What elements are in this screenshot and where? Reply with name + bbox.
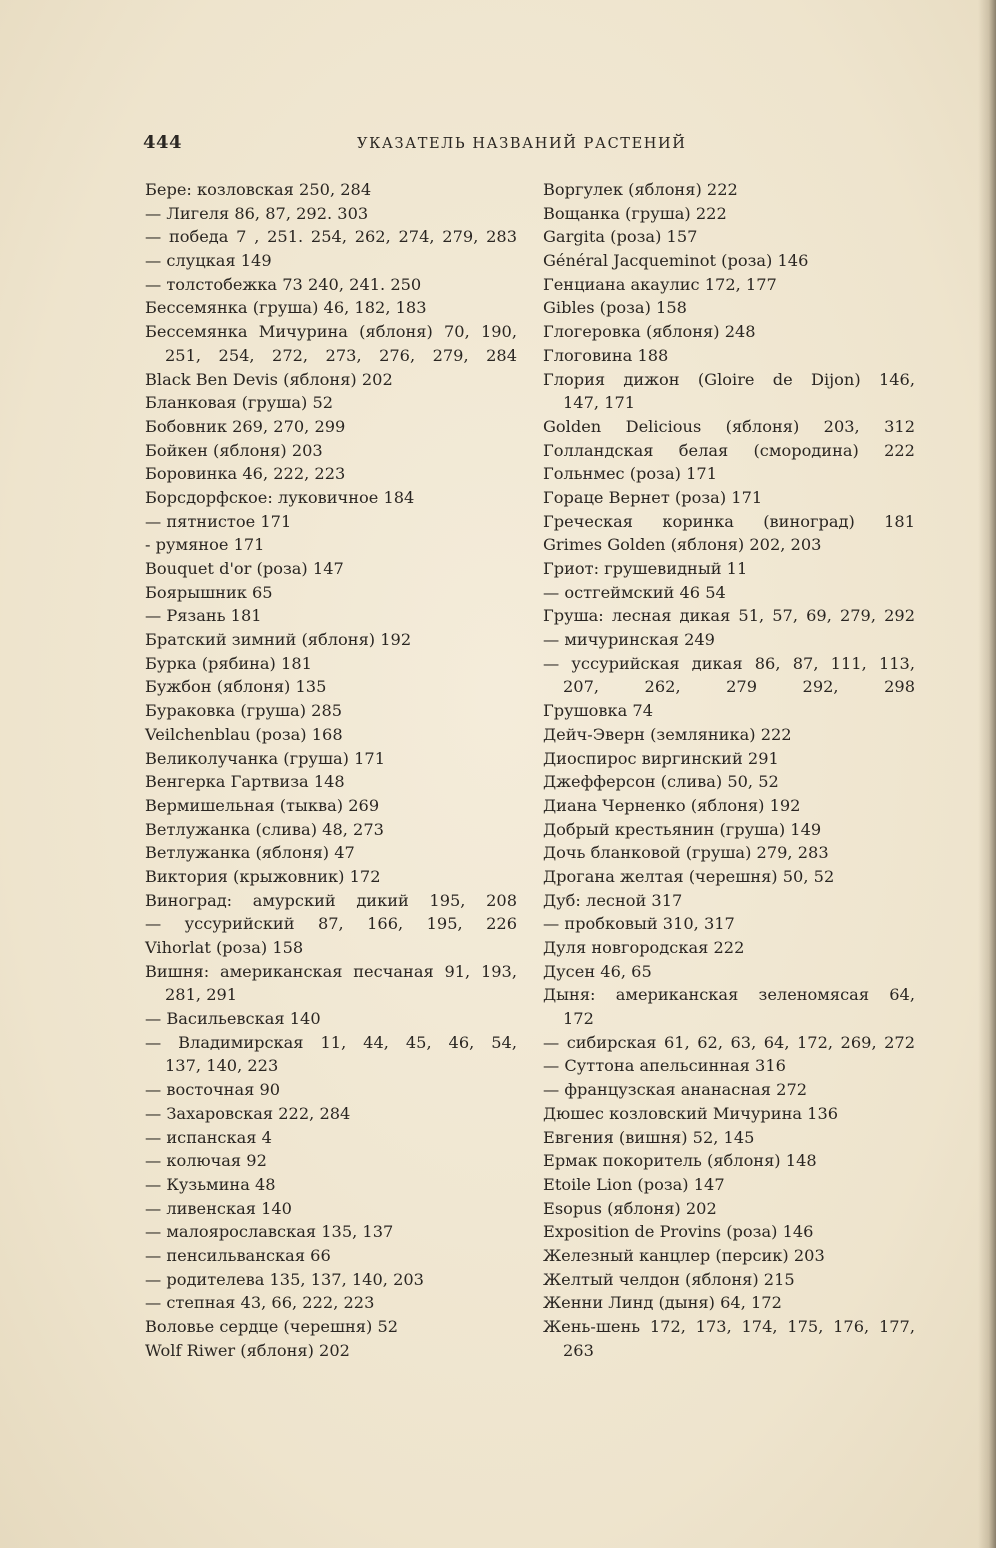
- index-entry: Gibles (роза) 158: [543, 298, 687, 318]
- index-entry: Боровинка 46, 222, 223: [145, 464, 346, 484]
- index-entry: Голландская белая (смородина) 222: [543, 440, 915, 460]
- index-entry: Бессемянка (груша) 46, 182, 183: [145, 298, 427, 318]
- index-entry: Бессемянка Мичурина (яблоня) 70, 190,: [145, 322, 517, 342]
- page-edge-shadow: [978, 0, 996, 1548]
- index-entry: Дыня: американская зеленомясая 64,: [543, 985, 915, 1005]
- index-entry: Великолучанка (груша) 171: [145, 748, 386, 768]
- index-entry: — малоярославская 135, 137: [145, 1222, 394, 1242]
- index-entry: — степная 43, 66, 222, 223: [145, 1293, 375, 1313]
- index-entry: Железный канцлер (персик) 203: [543, 1245, 825, 1265]
- index-entry: Гольнмес (роза) 171: [543, 464, 717, 484]
- index-entry: Бобовник 269, 270, 299: [145, 416, 346, 436]
- index-entry: Ермак покоритель (яблоня) 148: [543, 1151, 817, 1171]
- index-entry: Диана Черненко (яблоня) 192: [543, 795, 801, 815]
- page-number: 444: [143, 132, 183, 153]
- index-entry: Wolf Riwer (яблоня) 202: [145, 1340, 350, 1360]
- index-entry: — сибирская 61, 62, 63, 64, 172, 269, 272: [543, 1032, 915, 1052]
- index-entry: Евгения (вишня) 52, 145: [543, 1127, 755, 1147]
- index-entry: Добрый крестьянин (груша) 149: [543, 819, 822, 839]
- index-entry: Вишня: американская песчаная 91, 193,: [145, 961, 517, 981]
- index-entry: — Кузьмина 48: [145, 1174, 276, 1194]
- index-entry: Вощанка (груша) 222: [543, 203, 727, 223]
- index-entry: Диоспирос виргинский 291: [543, 748, 779, 768]
- index-entry: Esopus (яблоня) 202: [543, 1198, 717, 1218]
- index-entry: Veilchenblau (роза) 168: [145, 724, 343, 744]
- index-entry: Ветлужанка (слива) 48, 273: [145, 819, 384, 839]
- index-column-left: [145, 178, 517, 1362]
- index-entry: 281, 291: [165, 985, 238, 1005]
- index-column-right: [543, 178, 915, 1362]
- index-entry: — Лигеля 86, 87, 292. 303: [145, 203, 369, 223]
- index-entry: — пятнистое 171: [145, 511, 292, 531]
- index-entry: Vihorlat (роза) 158: [145, 938, 304, 957]
- index-entry: Бураковка (груша) 285: [145, 701, 343, 721]
- index-entry: Дуля новгородская 222: [543, 938, 745, 957]
- index-entry: 147, 171: [563, 393, 636, 413]
- index-entry: 137, 140, 223: [165, 1056, 279, 1076]
- index-entry: — мичуринская 249: [543, 630, 715, 650]
- index-entry: — испанская 4: [145, 1127, 272, 1147]
- index-entry: Бланковая (груша) 52: [145, 393, 334, 413]
- index-entry: Воргулек (яблоня) 222: [543, 180, 738, 199]
- index-entry: — французская ананасная 272: [543, 1080, 808, 1100]
- index-entry: Ветлужанка (яблоня) 47: [145, 843, 355, 863]
- index-entry: Глоговина 188: [543, 345, 669, 365]
- index-entry: — Рязань 181: [145, 606, 262, 626]
- index-entry: 172: [563, 1009, 594, 1029]
- index-entry: — восточная 90: [145, 1080, 281, 1100]
- index-entry: Black Ben Devis (яблоня) 202: [145, 369, 393, 389]
- index-entry: Exposition de Provins (роза) 146: [543, 1222, 814, 1242]
- index-entry: Венгерка Гартвиза 148: [145, 772, 345, 792]
- index-entry: 251, 254, 272, 273, 276, 279, 284: [165, 345, 517, 365]
- index-entry: — Васильевская 140: [145, 1009, 321, 1029]
- index-entry: Грушовка 74: [543, 701, 654, 721]
- index-entry: Дейч-Эверн (земляника) 222: [543, 724, 792, 744]
- index-entry: Гриот: грушевидный 11: [543, 559, 748, 578]
- index-entry: 263: [563, 1340, 594, 1360]
- index-entry: — остгеймский 46 54: [543, 582, 726, 602]
- index-entry: Гораце Вернет (роза) 171: [543, 487, 763, 507]
- index-entry: Дусен 46, 65: [543, 961, 652, 981]
- index-entry: Виноград: амурский дикий 195, 208: [145, 890, 517, 910]
- index-entry: Бужбон (яблоня) 135: [145, 677, 327, 697]
- index-entry: — ливенская 140: [145, 1198, 292, 1218]
- index-entry: Grimes Golden (яблоня) 202, 203: [543, 535, 822, 555]
- index-entry: Братский зимний (яблоня) 192: [145, 630, 412, 650]
- index-entry: Груша: лесная дикая 51, 57, 69, 279, 292: [543, 606, 915, 626]
- index-entry: Дочь бланковой (груша) 279, 283: [543, 843, 829, 863]
- running-title: УКАЗАТЕЛЬ НАЗВАНИЙ РАСТЕНИЙ: [357, 136, 687, 152]
- index-entry: Бере: козловская 250, 284: [145, 180, 372, 199]
- index-entry: Golden Delicious (яблоня) 203, 312: [543, 416, 915, 436]
- index-entry: Желтый челдон (яблоня) 215: [543, 1269, 795, 1289]
- index-entry: — Суттона апельсинная 316: [543, 1056, 786, 1076]
- index-entry: Жень-шень 172, 173, 174, 175, 176, 177,: [543, 1317, 915, 1336]
- index-entry: Вермишельная (тыква) 269: [145, 795, 380, 815]
- index-entry: Gargita (роза) 157: [543, 227, 698, 247]
- index-entry: Воловье сердце (черешня) 52: [145, 1317, 399, 1336]
- index-entry: Глогеровка (яблоня) 248: [543, 322, 756, 342]
- index-entry: — пробковый 310, 317: [543, 914, 735, 934]
- index-entry: — уссурийская дикая 86, 87, 111, 113,: [543, 653, 915, 673]
- index-entry: Боярышник 65: [145, 582, 273, 602]
- index-entry: Генциана акаулис 172, 177: [543, 274, 777, 294]
- index-entry: Général Jacqueminot (роза) 146: [543, 251, 809, 271]
- index-entry: Etoile Lion (роза) 147: [543, 1174, 725, 1194]
- index-entry: Греческая коринка (виноград) 181: [543, 511, 915, 531]
- index-entry: — Владимирская 11, 44, 45, 46, 54,: [145, 1032, 517, 1052]
- index-entry: Бурка (рябина) 181: [145, 653, 312, 673]
- index-entry: Борсдорфское: луковичное 184: [145, 487, 415, 507]
- index-entry: — Захаровская 222, 284: [145, 1103, 351, 1123]
- index-entry: Дуб: лесной 317: [543, 890, 683, 910]
- index-entry: Виктория (крыжовник) 172: [145, 866, 381, 886]
- index-entry: — родителева 135, 137, 140, 203: [145, 1269, 424, 1289]
- index-entry: Женни Линд (дыня) 64, 172: [543, 1293, 782, 1313]
- index-entry: — уссурийский 87, 166, 195, 226: [145, 914, 517, 934]
- index-entry: 207, 262, 279 292, 298: [563, 677, 915, 697]
- index-entry: — победа 7 , 251. 254, 262, 274, 279, 283: [145, 227, 517, 247]
- index-entry: Джефферсон (слива) 50, 52: [543, 772, 779, 792]
- index-entry: — слуцкая 149: [145, 251, 272, 271]
- index-entry: — колючая 92: [145, 1151, 267, 1171]
- index-entry: Bouquet d'or (роза) 147: [145, 559, 344, 578]
- index-entry: Глория дижон (Gloire de Dijon) 146,: [543, 369, 915, 389]
- index-entry: - румяное 171: [145, 535, 265, 555]
- index-entry: Дрогана желтая (черешня) 50, 52: [543, 866, 835, 886]
- index-entry: — пенсильванская 66: [145, 1245, 331, 1265]
- index-entry: — толстобежка 73 240, 241. 250: [145, 274, 422, 294]
- index-entry: Дюшес козловский Мичурина 136: [543, 1103, 839, 1123]
- index-entry: Бойкен (яблоня) 203: [145, 440, 323, 460]
